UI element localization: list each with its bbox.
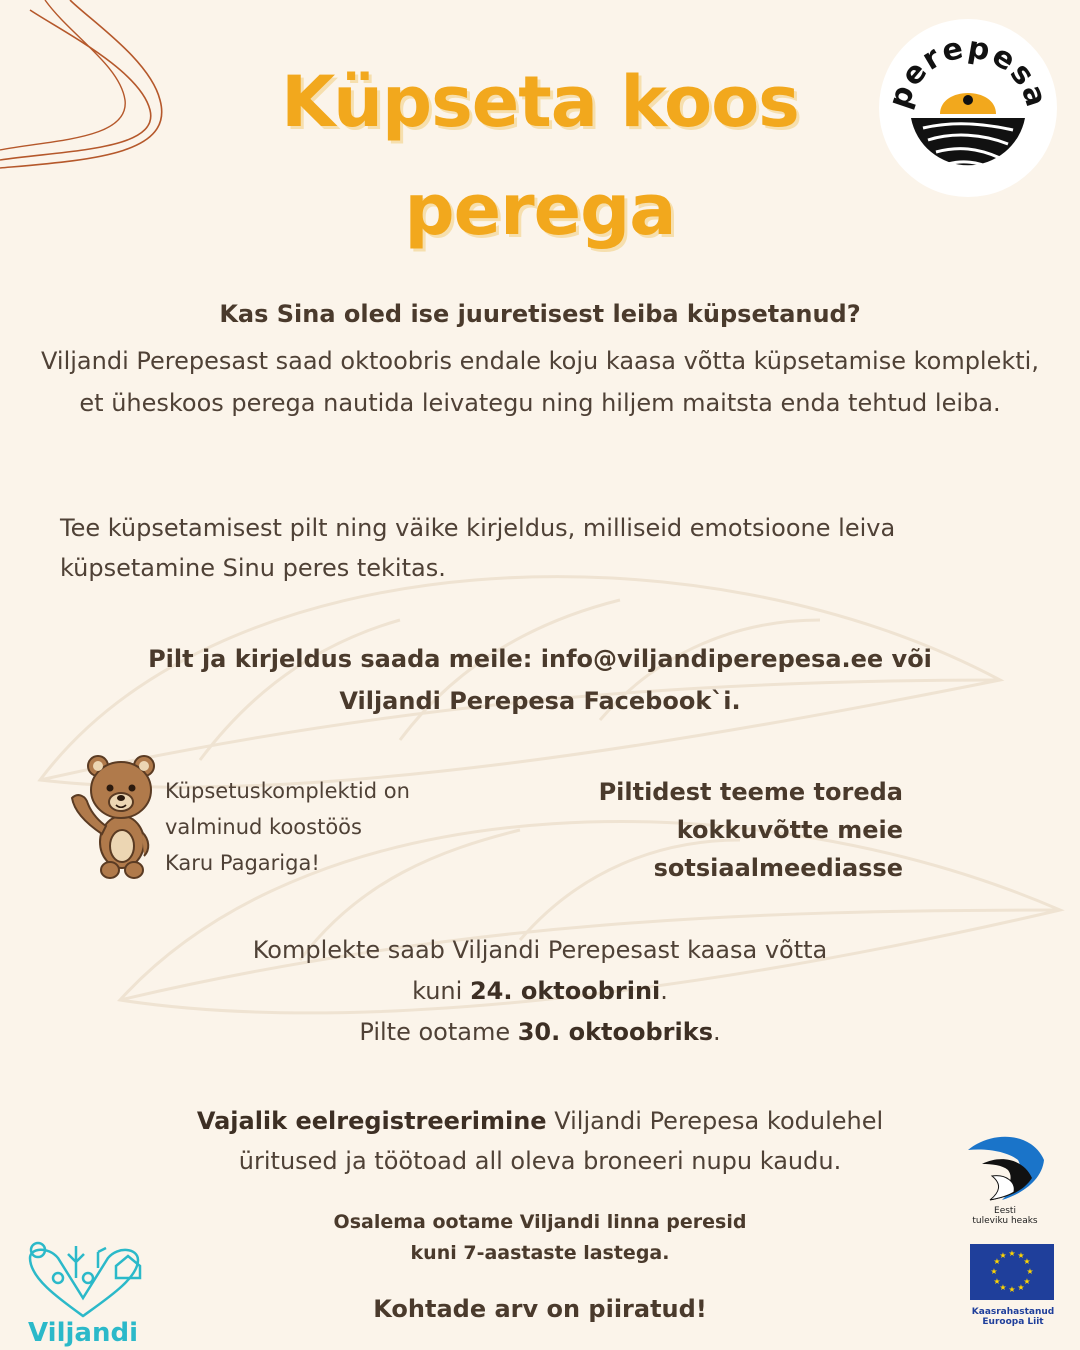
logo-text: perepesa <box>881 30 1055 113</box>
photos-deadline: 30. oktoobriks <box>517 1018 713 1046</box>
bear-caption-line-1: Küpsetuskomplektid on <box>165 779 410 803</box>
pickup-line-2 <box>90 971 990 1012</box>
bear-caption-line-3: Karu Pagariga! <box>165 851 320 875</box>
eesti-logo-line-1: Eesti <box>994 1206 1016 1216</box>
viljandi-logo <box>18 1238 148 1348</box>
pickup-line-3 <box>90 1012 990 1053</box>
eesti-logo-line-2: tuleviku heaks <box>972 1216 1038 1226</box>
svg-text:★: ★ <box>1017 1251 1025 1260</box>
summary-line-3: sotsiaalmeediasse <box>653 854 903 882</box>
summary-line-1: Piltidest teeme toreda <box>598 778 903 806</box>
pickup-dot-1: . <box>660 977 668 1005</box>
svg-text:★: ★ <box>1017 1283 1025 1292</box>
bear-caption-line-2: valminud koostöös <box>165 815 362 839</box>
eu-logo-line-1: Kaasrahastanud <box>971 1307 1055 1317</box>
title-line-1: Küpseta koos <box>281 61 799 143</box>
svg-text:★: ★ <box>1008 1285 1016 1294</box>
perepesa-logo <box>878 18 1058 198</box>
invite-info <box>200 1207 880 1269</box>
pickup-dot-2: . <box>712 1018 721 1046</box>
eu-logo <box>970 1244 1056 1339</box>
registration-where: Viljandi Perepesa kodulehel <box>546 1107 884 1135</box>
intro-paragraph: Viljandi Perepesast saad oktoobris endale koju kaasa võtta küpsetamise komplekti, et üheskoos perega nautida leivategu ning hiljem maitsta enda tehtud leiba. <box>41 347 1039 417</box>
title-line-2: perega <box>404 169 676 251</box>
invite-line-2: kuni 7-aastaste lastega. <box>410 1242 670 1264</box>
svg-text:★: ★ <box>999 1251 1007 1260</box>
invite-line-1: Osalema ootame Viljandi linna peresid <box>333 1211 747 1233</box>
svg-text:★: ★ <box>990 1267 998 1276</box>
eesti-logo <box>962 1130 1048 1225</box>
svg-text:★: ★ <box>999 1283 1007 1292</box>
pickup-prefix: kuni <box>412 977 470 1005</box>
send-info-line-1: Pilt ja kirjeldus saada meile: info@viljandiperepesa.ee või <box>148 645 932 673</box>
bear-caption <box>165 773 505 881</box>
page-title <box>190 48 890 264</box>
summary-line-2: kokkuvõtte meie <box>676 816 903 844</box>
send-info-line-2: Viljandi Perepesa Facebook`i. <box>339 687 741 715</box>
registration-line-1 <box>90 1101 990 1141</box>
svg-text:★: ★ <box>1008 1249 1016 1258</box>
svg-text:★: ★ <box>1023 1277 1031 1286</box>
limited-places: Kohtade arv on piiratud! <box>373 1295 707 1323</box>
svg-text:★: ★ <box>1023 1257 1031 1266</box>
pickup-line-1: Komplekte saab Viljandi Perepesast kaasa võtta <box>252 936 828 964</box>
send-info <box>60 638 1020 722</box>
photo-request-paragraph: Tee küpsetamisest pilt ning väike kirjeldus, milliseid emotsioone leiva küpsetamine Sinu peres tekitas. <box>60 514 896 582</box>
registration-info <box>90 1101 990 1181</box>
bear-illustration <box>64 752 156 882</box>
eu-logo-line-2: Euroopa Liit <box>982 1317 1044 1327</box>
question-heading: Kas Sina oled ise juuretisest leiba küpsetanud? <box>219 300 861 328</box>
registration-line-2: üritused ja töötoad all oleva broneeri nupu kaudu. <box>238 1147 842 1175</box>
svg-text:★: ★ <box>993 1257 1001 1266</box>
summary-note <box>520 773 903 887</box>
photos-prefix: Pilte ootame <box>359 1018 518 1046</box>
svg-text:★: ★ <box>1026 1267 1034 1276</box>
registration-required: Vajalik eelregistreerimine <box>196 1107 547 1135</box>
pickup-info <box>90 930 990 1053</box>
pickup-deadline: 24. oktoobrini <box>469 977 661 1005</box>
svg-text:★: ★ <box>993 1277 1001 1286</box>
viljandi-logo-text: Viljandi <box>28 1318 138 1348</box>
